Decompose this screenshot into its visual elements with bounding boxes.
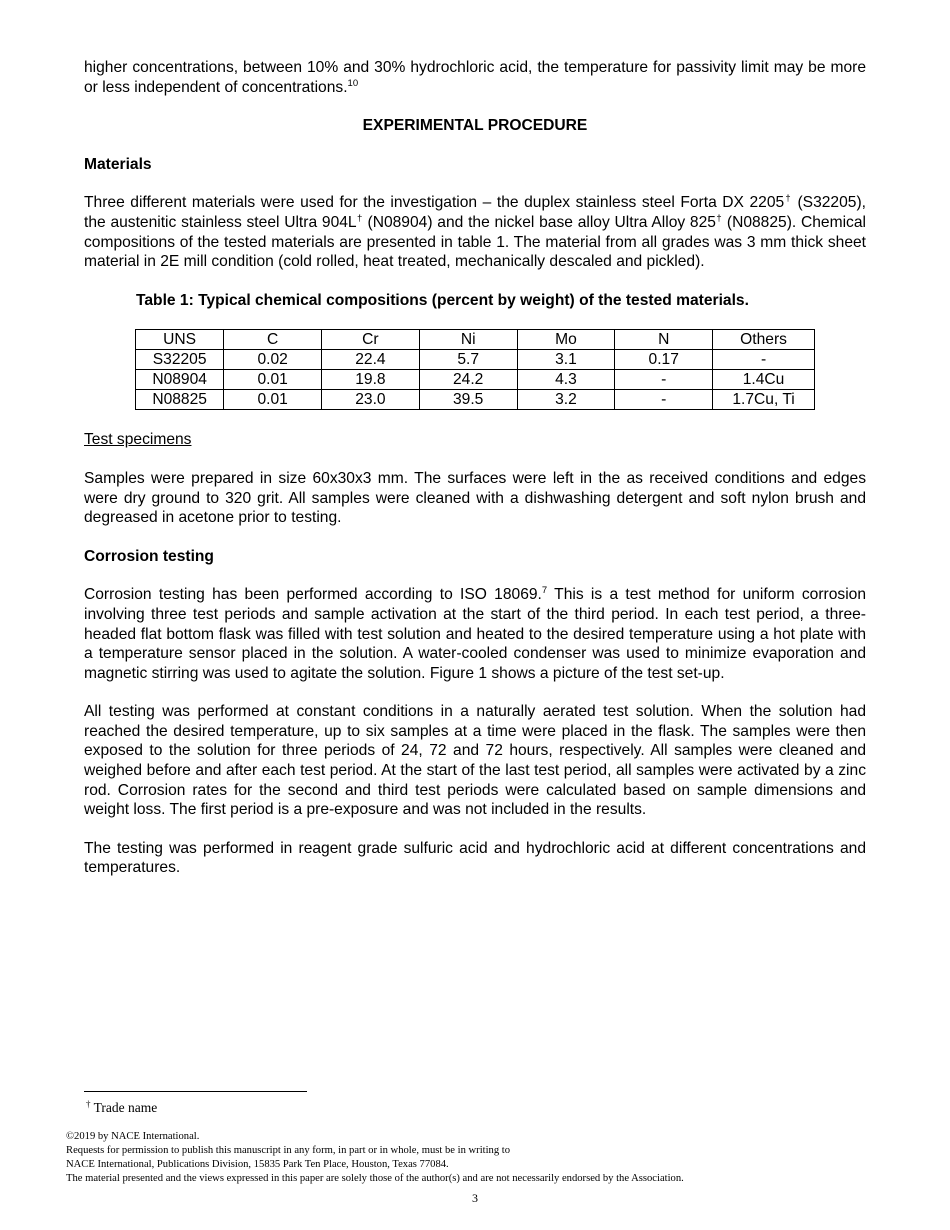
page-body (84, 58, 866, 878)
section-title: EXPERIMENTAL PROCEDURE (362, 117, 588, 135)
table-caption: Table 1: Typical chemical compositions (percent by weight) of the tested materials. (136, 291, 749, 309)
composition-table (135, 329, 815, 410)
table-cell: 0.02 (224, 350, 322, 370)
table-cell: N08904 (136, 370, 224, 390)
header-cell: Mo (517, 330, 615, 350)
copyright-line: The material presented and the views expressed in this paper are solely those of the author(s) and are not necessarily endorsed by the Association. (66, 1173, 684, 1184)
table-row (136, 390, 815, 410)
table-row (136, 350, 815, 370)
table-cell: 39.5 (419, 390, 517, 410)
table-cell: 0.17 (615, 350, 713, 370)
table-header-row (136, 330, 815, 350)
table-cell: 22.4 (322, 350, 420, 370)
table-cell: 23.0 (322, 390, 420, 410)
table-cell: - (615, 370, 713, 390)
table-cell: S32205 (136, 350, 224, 370)
table-cell: 3.1 (517, 350, 615, 370)
footnote-mark: † (86, 1099, 91, 1109)
table-cell: 19.8 (322, 370, 420, 390)
corrosion-citation: 7 (541, 585, 548, 597)
copyright-line: ©2019 by NACE International. (66, 1131, 200, 1142)
dagger-mark: † (715, 212, 723, 224)
table-cell: N08825 (136, 390, 224, 410)
table-cell: 0.01 (224, 390, 322, 410)
table-cell: 24.2 (419, 370, 517, 390)
header-cell: Others (713, 330, 815, 350)
copyright-line: NACE International, Publications Division, 15835 Park Ten Place, Houston, Texas 77084. (66, 1159, 449, 1170)
dagger-mark: † (356, 212, 363, 224)
dagger-mark: † (784, 193, 792, 205)
table-cell: 0.01 (224, 370, 322, 390)
footnote-divider (84, 1091, 307, 1092)
footnote: † Trade name (86, 1099, 158, 1115)
page-number: 3 (472, 1191, 478, 1205)
header-cell: Cr (322, 330, 420, 350)
table-cell: 4.3 (517, 370, 615, 390)
header-cell: Ni (419, 330, 517, 350)
table-cell: 5.7 (419, 350, 517, 370)
corrosion-paragraph-1: Corrosion testing has been performed according to ISO 18069.$^7$ This is a test method for uniform corrosion involving three test periods and sample activation at the start of the third period. In each test period, a three-headed flat bottom flask was filled with test solution and heated to the desired temperature using a hot plate with a temperature sensor placed in the solution. A water-cooled condenser was used to minimize evaporation and magnetic stirring was used to agitate the solution. Figure 1 shows a picture of the test set-up. (84, 585, 867, 682)
intro-paragraph: higher concentrations, between 10% and 30% hydrochloric acid, the temperature for passivity limit may be more or less independent of concentrations.$^{10}$ (84, 59, 866, 96)
corrosion-paragraph-3: The testing was performed in reagent grade sulfuric acid and hydrochloric acid at different concentrations and temperatures. (84, 839, 866, 877)
table-row (136, 370, 815, 390)
header-cell: C (224, 330, 322, 350)
specimens-heading: Test specimens (84, 431, 192, 449)
table-cell: - (713, 350, 815, 370)
intro-citation: 10 (347, 77, 359, 89)
header-cell: N (615, 330, 713, 350)
header-cell: UNS (136, 330, 224, 350)
materials-heading: Materials (84, 155, 152, 173)
copyright-notice (66, 1130, 684, 1186)
copyright-line: Requests for permission to publish this manuscript in any form, in part or in whole, must be in writing to (66, 1145, 511, 1156)
table-cell: 1.4Cu (713, 370, 815, 390)
table-cell: 3.2 (517, 390, 615, 410)
table-cell: 1.7Cu, Ti (713, 390, 815, 410)
specimens-paragraph: Samples were prepared in size 60x30x3 mm. The surfaces were left in the as received conditions and edges were dry ground to 320 grit. All samples were cleaned with a dishwashing detergent and soft nylon brush and degreased in acetone prior to testing. (84, 469, 866, 527)
table-cell: - (615, 390, 713, 410)
corrosion-paragraph-2: All testing was performed at constant conditions in a naturally aerated test solution. When the solution had reached the desired temperature, up to six samples at a time were placed in the flask. The samples were then exposed to the solution for three periods of 24, 72 and 72 hours, respectively. All samples were cleaned and weighed before and after each test period. At the start of the last test period, all samples were activated by a zinc rod. Corrosion rates for the second and third test periods were calculated based on sample dimensions and weight loss. The first period is a pre-exposure and was not included in the results. (84, 703, 866, 819)
corrosion-heading: Corrosion testing (84, 547, 214, 565)
materials-paragraph: Three different materials were used for the investigation – the duplex stainless steel Forta DX 2205† (S32205), the austenitic stainless steel Ultra 904L† (N08904) and the nickel base alloy Ultra Alloy 825† (N08825). Chemical compositions of the tested materials are presented in table 1. The material from all grades was 3 mm thick sheet material in 2E mill condition (cold rolled, heat treated, mechanically descaled and pickled). (84, 193, 866, 271)
